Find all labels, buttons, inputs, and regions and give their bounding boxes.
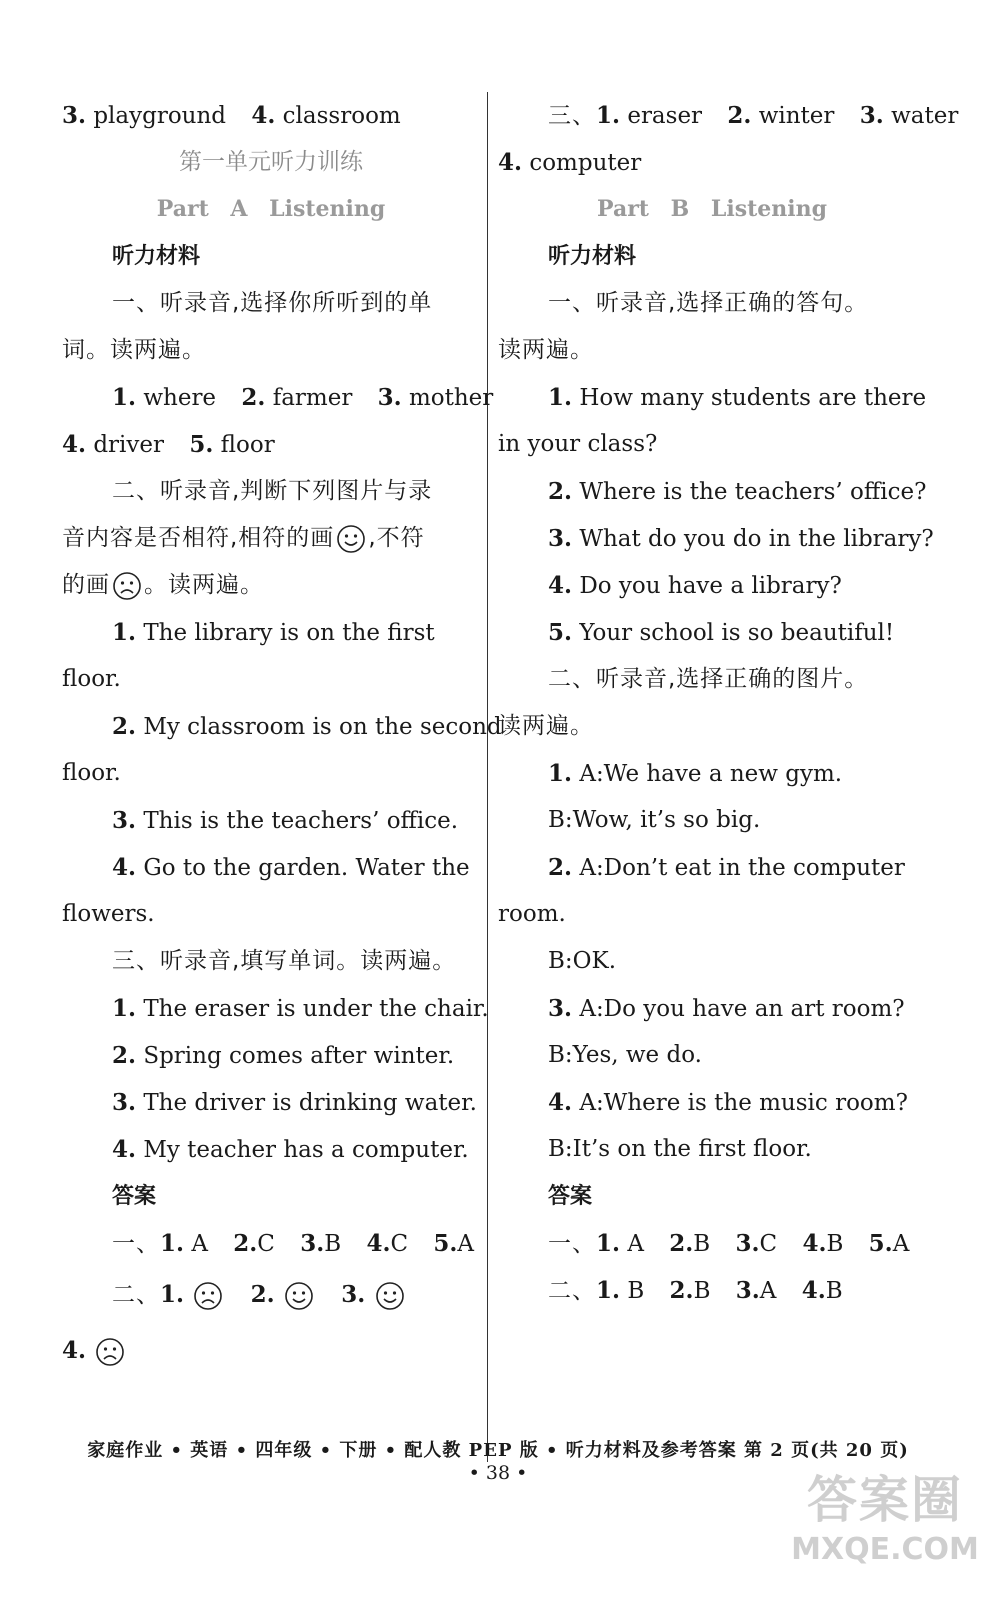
item-text: Your school is so beautiful! <box>579 620 895 646</box>
instruction-text: 的画 <box>62 572 110 598</box>
item-number: 2. <box>233 1230 258 1257</box>
part-a-heading: Part A Listening <box>156 196 386 222</box>
item-number: 3. <box>62 102 87 129</box>
item-number: 3. <box>377 384 402 411</box>
section3-instruction: 三、听录音,填写单词。读两遍。 <box>112 948 457 974</box>
instruction-text: 。读两遍。 <box>144 572 264 598</box>
answer-word: winter <box>758 103 835 129</box>
section2-instruction-cont: 读两遍。 <box>498 713 594 739</box>
section1-item <box>498 468 926 515</box>
answer-choice: B <box>693 1278 711 1304</box>
item-number: 5. <box>868 1230 893 1257</box>
answer-word: computer <box>529 150 642 176</box>
section-prefix: 二、 <box>548 1278 596 1304</box>
section1-item <box>498 515 934 562</box>
answer-choice: A <box>759 1278 777 1304</box>
item-text: The library is on the first <box>143 620 435 646</box>
footer-book-info: 家庭作业 • 英语 • 四年级 • 下册 • 配人教 PEP 版 • 听力材料及参考答案 第 2 页(共 20 页) <box>87 1440 909 1461</box>
item-text: Do you have a library? <box>579 573 842 599</box>
item-number: 4. <box>801 1277 826 1304</box>
item-number: 2. <box>112 1042 137 1069</box>
answer-choice: C <box>390 1231 409 1257</box>
item-number: 2. <box>548 478 573 505</box>
item-number: 3. <box>341 1281 366 1308</box>
item-text: How many students are there <box>579 385 927 411</box>
dialogue-text: A:Don’t eat in the computer <box>579 855 905 881</box>
answer-row-1 <box>498 1220 926 1267</box>
item-number: 5. <box>189 431 214 458</box>
section1-instruction: 一、听录音,选择正确的答句。 <box>548 290 869 316</box>
answer-row-2 <box>62 1267 480 1323</box>
section1-item-cont: in your class? <box>498 431 658 457</box>
item-number: 3. <box>300 1230 325 1257</box>
frowning-face-icon <box>193 1281 223 1311</box>
answer-word: classroom <box>282 103 401 129</box>
answer-choice: B <box>693 1231 711 1257</box>
item-number: 1. <box>596 1230 621 1257</box>
section3-item <box>62 1126 480 1173</box>
dialogue-text: A:Where is the music room? <box>579 1090 908 1116</box>
item-number: 4. <box>802 1230 827 1257</box>
answer-row-1 <box>62 1220 480 1267</box>
carryover-answer-row-cont <box>498 139 926 186</box>
item-number: 4. <box>112 854 137 881</box>
item-text: The driver is drinking water. <box>143 1090 477 1116</box>
section1-instruction: 一、听录音,选择你所听到的单 <box>112 290 433 316</box>
answer-choice: A <box>457 1231 475 1257</box>
left-column <box>62 92 502 1379</box>
item-number: 3. <box>112 1089 137 1116</box>
dialogue-line: B:OK. <box>548 948 617 974</box>
item-text: Spring comes after winter. <box>143 1043 455 1069</box>
item-number: 3. <box>735 1277 760 1304</box>
dialogue-line-cont: room. <box>498 901 566 927</box>
item-number: 2. <box>250 1281 275 1308</box>
right-column <box>498 92 959 1314</box>
section3-item <box>62 1079 480 1126</box>
item-number: 4. <box>498 149 523 176</box>
dialogue-line <box>498 750 926 797</box>
part-b-heading: Part B Listening <box>597 196 827 222</box>
section1-item <box>498 609 926 656</box>
section2-item <box>62 609 480 656</box>
watermark-url: MXQE.COM <box>791 1532 979 1567</box>
section2-item <box>62 844 480 891</box>
carryover-answer-line <box>62 92 480 139</box>
section2-item <box>62 703 502 750</box>
item-number: 4. <box>548 1089 573 1116</box>
answer-heading: 答案 <box>548 1184 593 1209</box>
answer-choice: C <box>257 1231 275 1257</box>
answer-row-2 <box>498 1267 926 1314</box>
answer-row-2-cont <box>62 1323 480 1379</box>
item-text: Go to the garden. Water the <box>143 855 470 881</box>
section1-item <box>498 374 926 421</box>
item-number: 3. <box>859 102 884 129</box>
item-number: 1. <box>112 384 137 411</box>
answer-choice: A <box>892 1231 910 1257</box>
item-number: 2. <box>669 1277 694 1304</box>
item-number: 4. <box>112 1136 137 1163</box>
section2-item-cont: flowers. <box>62 901 155 927</box>
item-text: My classroom is on the second <box>143 714 502 740</box>
material-heading: 听力材料 <box>112 244 201 269</box>
section2-instruction: 二、听录音,选择正确的图片。 <box>548 666 869 692</box>
item-number: 2. <box>669 1230 694 1257</box>
section1-item <box>498 562 926 609</box>
answer-choice: C <box>759 1231 778 1257</box>
section2-instruction-cont <box>62 515 480 562</box>
item-number: 2. <box>548 854 573 881</box>
frowning-face-icon <box>95 1337 125 1367</box>
dialogue-line: B:Yes, we do. <box>548 1042 702 1068</box>
dialogue-text: A:We have a new gym. <box>579 761 843 787</box>
item-number: 1. <box>112 619 137 646</box>
watermark-text: 答案圈 <box>807 1471 963 1529</box>
section2-item <box>62 797 480 844</box>
item-number: 2. <box>112 713 137 740</box>
item-number: 1. <box>548 384 573 411</box>
item-number: 4. <box>251 102 276 129</box>
page-number: • 38 • <box>468 1462 528 1484</box>
answer-word: playground <box>93 103 227 129</box>
item-number: 3. <box>548 525 573 552</box>
item-number: 4. <box>62 431 87 458</box>
item-number: 1. <box>596 1277 621 1304</box>
carryover-answer-row <box>498 92 959 139</box>
section1-words-row1 <box>62 374 494 421</box>
section1-instruction-cont: 读两遍。 <box>498 337 594 363</box>
answer-word: eraser <box>627 103 703 129</box>
item-text: What do you do in the library? <box>579 526 934 552</box>
smiley-face-icon <box>284 1281 314 1311</box>
instruction-text: ,不符 <box>368 525 425 551</box>
material-heading: 听力材料 <box>548 244 637 269</box>
answer-choice: A <box>627 1231 644 1257</box>
watermark-logo <box>790 1468 980 1588</box>
section-prefix: 一、 <box>548 1231 596 1257</box>
dialogue-text: A:Do you have an art room? <box>579 996 905 1022</box>
dialogue-line <box>498 985 926 1032</box>
item-number: 3. <box>735 1230 760 1257</box>
dialogue-line: B:Wow, it’s so big. <box>548 807 761 833</box>
section-prefix: 三、 <box>548 103 596 129</box>
answer-choice: A <box>191 1231 208 1257</box>
section1-words-row2 <box>62 421 480 468</box>
section2-item-cont: floor. <box>62 760 121 786</box>
word: mother <box>408 385 494 411</box>
item-number: 1. <box>160 1230 185 1257</box>
item-number: 2. <box>241 384 266 411</box>
item-number: 3. <box>112 807 137 834</box>
smiley-face-icon <box>336 524 366 554</box>
smiley-face-icon <box>375 1281 405 1311</box>
item-text: My teacher has a computer. <box>143 1137 469 1163</box>
item-number: 5. <box>433 1230 458 1257</box>
item-text: Where is the teachers’ office? <box>579 479 927 505</box>
item-number: 4. <box>62 1337 87 1364</box>
word: driver <box>93 432 165 458</box>
dialogue-line <box>498 844 926 891</box>
item-number: 1. <box>160 1281 185 1308</box>
dialogue-line <box>498 1079 926 1126</box>
answer-heading: 答案 <box>112 1184 157 1209</box>
column-divider <box>487 92 488 1462</box>
word: where <box>143 385 217 411</box>
section2-item-cont: floor. <box>62 666 121 692</box>
section-prefix: 二、 <box>112 1282 160 1308</box>
answer-word: water <box>891 103 959 129</box>
answer-choice: B <box>627 1278 645 1304</box>
dialogue-line: B:It’s on the first floor. <box>548 1136 812 1162</box>
item-number: 4. <box>548 572 573 599</box>
item-number: 2. <box>727 102 752 129</box>
word: floor <box>220 432 275 458</box>
item-number: 5. <box>548 619 573 646</box>
section2-instruction-end <box>62 562 480 609</box>
item-number: 1. <box>596 102 621 129</box>
section-prefix: 一、 <box>112 1231 160 1257</box>
item-number: 1. <box>112 995 137 1022</box>
answer-choice: B <box>324 1231 342 1257</box>
item-text: The eraser is under the chair. <box>143 996 489 1022</box>
answer-choice: B <box>826 1231 844 1257</box>
instruction-text: 音内容是否相符,相符的画 <box>62 525 335 551</box>
section2-instruction: 二、听录音,判断下列图片与录 <box>112 478 433 504</box>
word: farmer <box>272 385 353 411</box>
item-text: This is the teachers’ office. <box>143 808 459 834</box>
answer-choice: B <box>825 1278 843 1304</box>
section3-item <box>62 1032 480 1079</box>
frowning-face-icon <box>112 571 142 601</box>
item-number: 3. <box>548 995 573 1022</box>
section1-instruction-cont: 词。读两遍。 <box>62 337 206 363</box>
item-number: 1. <box>548 760 573 787</box>
unit-title: 第一单元听力训练 <box>179 149 363 175</box>
item-number: 4. <box>366 1230 391 1257</box>
section3-item <box>62 985 489 1032</box>
